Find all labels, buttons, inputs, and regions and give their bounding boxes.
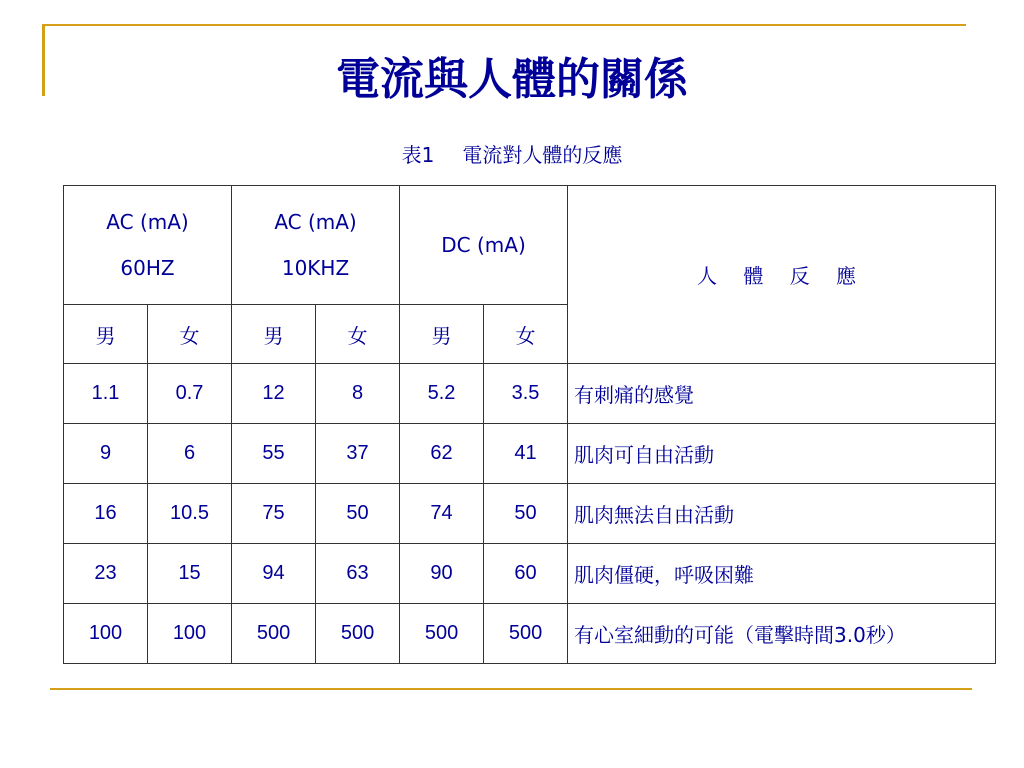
current-value-cell: 15 — [148, 544, 232, 604]
sex-label: 男 — [400, 305, 484, 364]
header-dc — [400, 186, 568, 305]
current-value-cell: 0.7 — [148, 364, 232, 424]
header-ac-10khz-freq: 10KHZ — [281, 256, 350, 280]
current-value-cell: 500 — [232, 604, 316, 664]
current-value-cell: 500 — [400, 604, 484, 664]
current-value-cell: 55 — [232, 424, 316, 484]
current-value-cell: 6 — [148, 424, 232, 484]
table-row — [64, 364, 996, 424]
current-value-cell: 41 — [484, 424, 568, 484]
header-ac-10khz — [232, 186, 400, 305]
current-value-cell: 75 — [232, 484, 316, 544]
sex-label: 女 — [316, 305, 400, 364]
current-value-cell: 63 — [316, 544, 400, 604]
current-value-cell: 8 — [316, 364, 400, 424]
sex-label: 女 — [148, 305, 232, 364]
reaction-cell: 有心室細動的可能（電擊時間3.0秒） — [568, 604, 996, 664]
table-row — [64, 484, 996, 544]
header-ac-60hz — [64, 186, 232, 305]
reaction-cell: 肌肉僵硬，呼吸困難 — [568, 544, 996, 604]
sex-label: 男 — [232, 305, 316, 364]
current-value-cell: 9 — [64, 424, 148, 484]
current-value-cell: 94 — [232, 544, 316, 604]
table-body — [64, 364, 996, 664]
current-value-cell: 23 — [64, 544, 148, 604]
reaction-cell: 肌肉可自由活動 — [568, 424, 996, 484]
current-value-cell: 500 — [484, 604, 568, 664]
current-value-cell: 1.1 — [64, 364, 148, 424]
header-ac-60hz-unit: AC (mA) — [106, 210, 189, 234]
header-row-groups — [64, 186, 996, 305]
current-value-cell: 10.5 — [148, 484, 232, 544]
header-ac-10khz-unit: AC (mA) — [274, 210, 357, 234]
table-caption — [0, 140, 1024, 170]
current-reaction-table — [63, 185, 996, 664]
page-title: 電流與人體的關係 — [336, 54, 688, 105]
header-dc-unit: DC (mA) — [441, 233, 526, 257]
current-value-cell: 16 — [64, 484, 148, 544]
current-value-cell: 37 — [316, 424, 400, 484]
sex-label: 男 — [64, 305, 148, 364]
current-value-cell: 3.5 — [484, 364, 568, 424]
current-value-cell: 50 — [316, 484, 400, 544]
table-row — [64, 544, 996, 604]
current-value-cell: 50 — [484, 484, 568, 544]
header-ac-60hz-freq: 60HZ — [120, 256, 175, 280]
top-accent-line — [42, 24, 966, 26]
current-value-cell: 100 — [148, 604, 232, 664]
reaction-cell: 肌肉無法自由活動 — [568, 484, 996, 544]
bottom-accent-line — [50, 688, 972, 690]
reaction-cell: 有刺痛的感覺 — [568, 364, 996, 424]
current-value-cell: 60 — [484, 544, 568, 604]
table-row — [64, 424, 996, 484]
current-value-cell: 90 — [400, 544, 484, 604]
current-value-cell: 500 — [316, 604, 400, 664]
current-value-cell: 12 — [232, 364, 316, 424]
current-value-cell: 74 — [400, 484, 484, 544]
current-value-cell: 5.2 — [400, 364, 484, 424]
sex-label: 女 — [484, 305, 568, 364]
header-reaction: 人 體 反 應 — [568, 186, 996, 364]
current-value-cell: 100 — [64, 604, 148, 664]
table-row — [64, 604, 996, 664]
caption-label: 表1 — [401, 143, 435, 167]
caption-text: 電流對人體的反應 — [462, 143, 623, 167]
current-value-cell: 62 — [400, 424, 484, 484]
